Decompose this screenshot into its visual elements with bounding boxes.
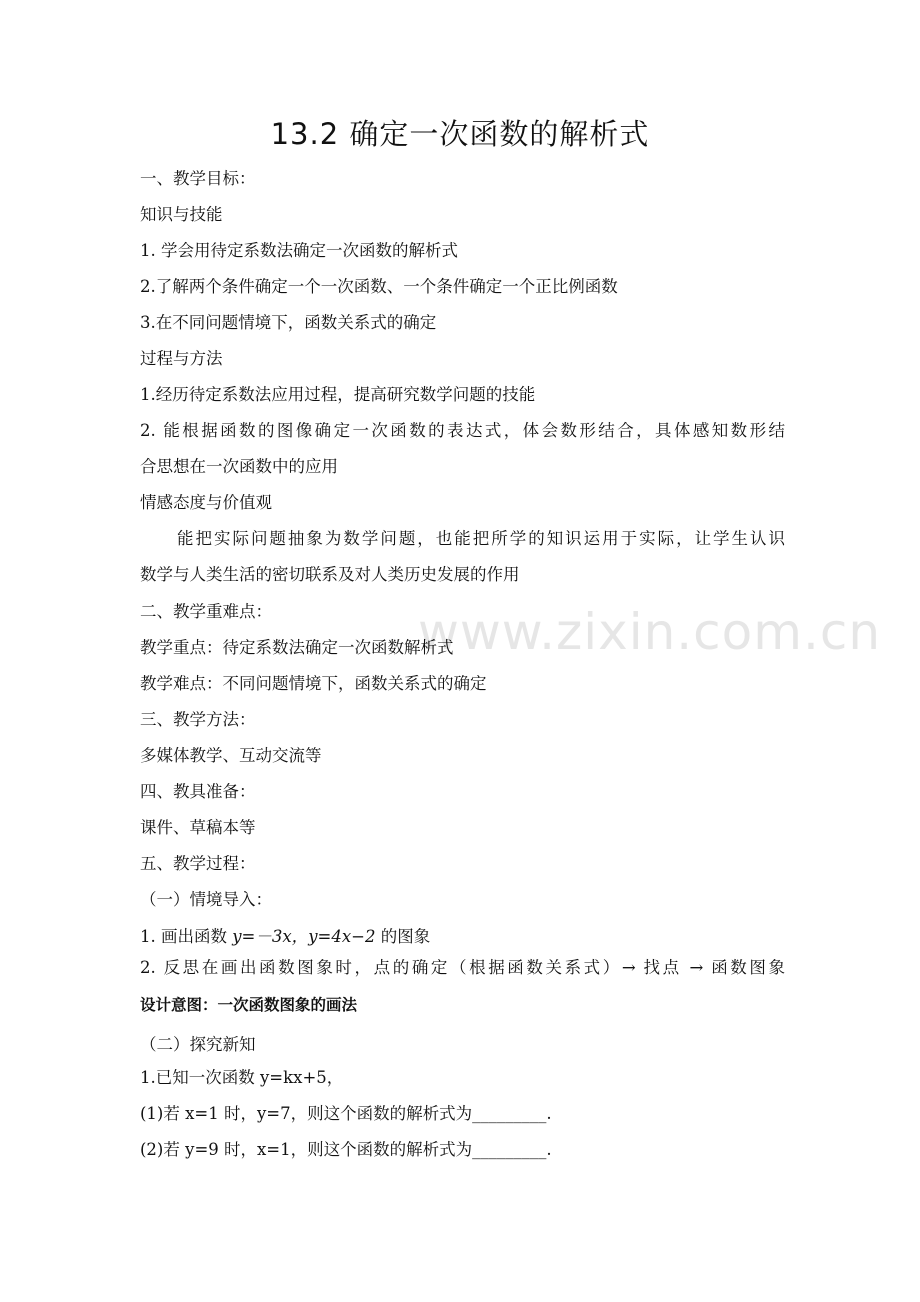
process-item-2-line1: 2. 能根据函数的图像确定一次函数的表达式，体会数形结合，具体感知数形结	[140, 421, 785, 440]
page-title: 13.2 确定一次函数的解析式	[270, 117, 650, 151]
intro-item-1-formula-2: y=4x−2	[308, 927, 376, 946]
explore-question-2: (2)若 y=9 时，x=1，则这个函数的解析式为_________.	[140, 1140, 552, 1159]
methods-text: 多媒体教学、互动交流等	[140, 746, 322, 765]
tools-text: 课件、草稿本等	[140, 818, 256, 837]
subheading-emotion: 情感态度与价值观	[140, 493, 272, 512]
intro-item-2: 2. 反思在画出函数图象时，点的确定（根据函数关系式）→ 找点 → 函数图象	[140, 958, 785, 977]
intro-item-1-formula-1: y=－3x，	[232, 927, 309, 946]
intro-item-1-prefix: 1. 画出函数	[140, 927, 233, 946]
intro-item-1	[140, 925, 785, 949]
process-item-1: 1.经历待定系数法应用过程，提高研究数学问题的技能	[140, 385, 536, 404]
section-heading-tools: 四、教具准备：	[140, 782, 256, 801]
process-item-2-line2: 合思想在一次函数中的应用	[140, 457, 338, 476]
step-heading-explore: （二）探究新知	[140, 1035, 256, 1054]
intro-item-1-suffix: 的图象	[375, 927, 431, 946]
watermark: www.zixin.com.cn	[418, 603, 882, 661]
subheading-knowledge: 知识与技能	[140, 205, 223, 224]
explore-question-1: (1)若 x=1 时，y=7，则这个函数的解析式为_________.	[140, 1104, 552, 1123]
difficult-point: 教学难点：不同问题情境下，函数关系式的确定	[140, 674, 487, 693]
section-heading-process: 五、教学过程：	[140, 854, 256, 873]
key-point: 教学重点：待定系数法确定一次函数解析式	[140, 638, 454, 657]
section-heading-objectives: 一、教学目标：	[140, 169, 256, 188]
subheading-process: 过程与方法	[140, 349, 223, 368]
knowledge-item-2: 2.了解两个条件确定一个一次函数、一个条件确定一个正比例函数	[140, 277, 618, 296]
design-intent: 设计意图：一次函数图象的画法	[140, 996, 358, 1014]
emotion-paragraph-line2: 数学与人类生活的密切联系及对人类历史发展的作用	[140, 565, 520, 584]
step-heading-intro: （一）情境导入：	[140, 890, 272, 909]
explore-question: 1.已知一次函数 y=kx+5，	[140, 1068, 344, 1087]
knowledge-item-1: 1. 学会用待定系数法确定一次函数的解析式	[140, 241, 458, 260]
section-heading-key-points: 二、教学重难点：	[140, 602, 272, 621]
emotion-paragraph-line1: 能把实际问题抽象为数学问题，也能把所学的知识运用于实际，让学生认识	[177, 529, 785, 548]
section-heading-methods: 三、教学方法：	[140, 710, 256, 729]
knowledge-item-3: 3.在不同问题情境下，函数关系式的确定	[140, 313, 437, 332]
